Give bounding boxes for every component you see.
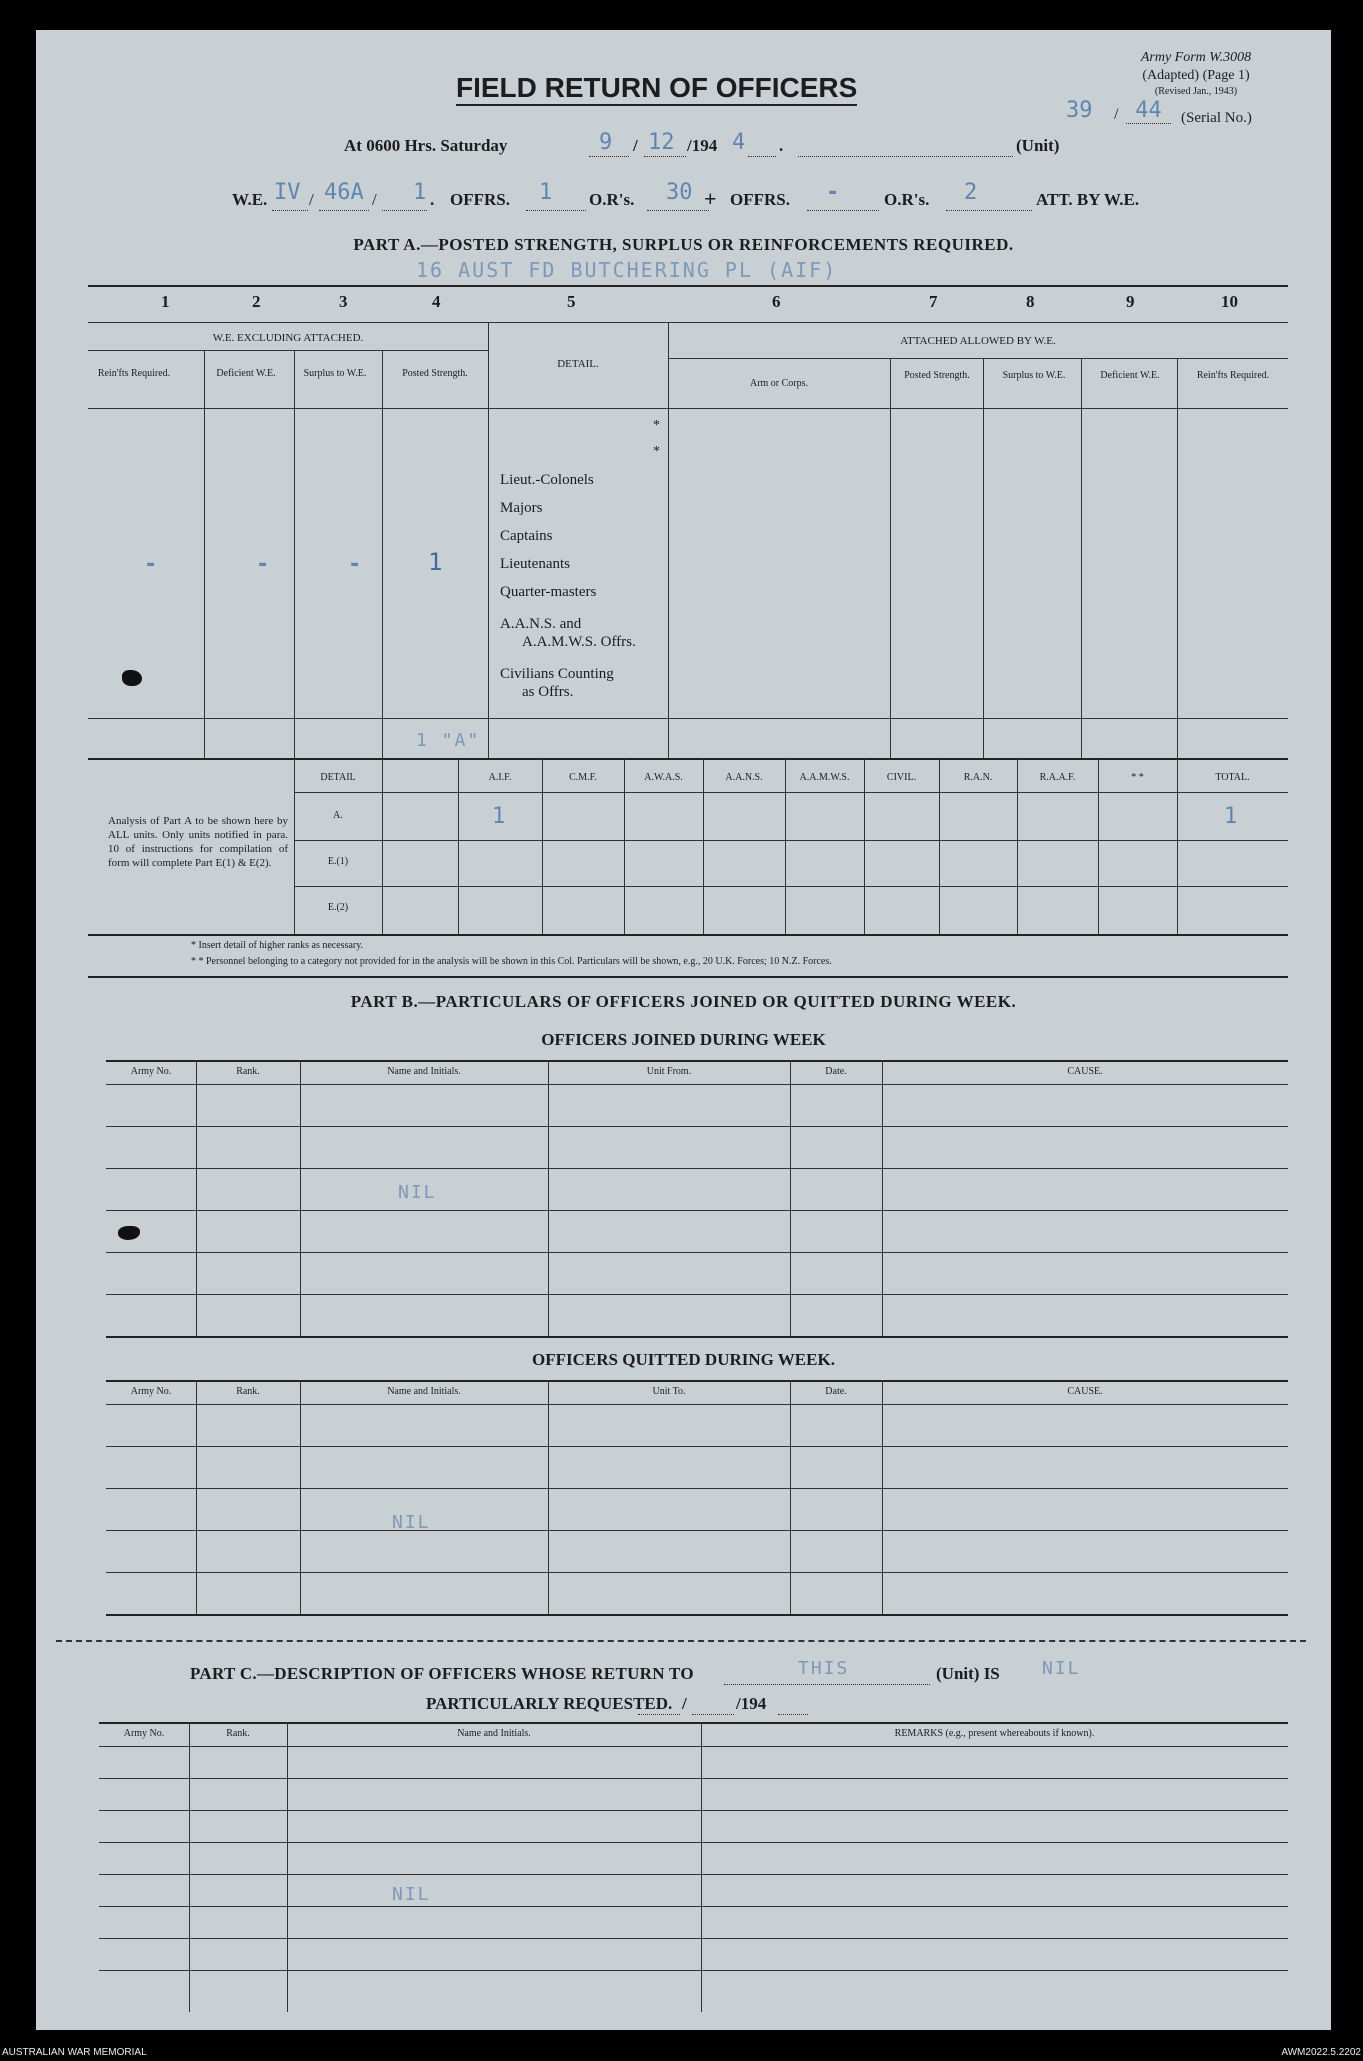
joined-nil: NIL [398, 1182, 437, 1203]
ors2-value: 2 [964, 180, 978, 205]
col-num-10: 10 [1221, 292, 1238, 311]
col-num-5: 5 [567, 292, 576, 311]
entry-reinf: - [144, 552, 158, 577]
offrs2-value: - [826, 180, 840, 205]
joined-hdr-cause: CAUSE. [1067, 1066, 1103, 1077]
an-hdr-total: TOTAL. [1215, 772, 1250, 783]
group-right-header: ATTACHED ALLOWED BY W.E. [900, 335, 1056, 347]
an-hdr-civil: CIVIL. [886, 772, 917, 783]
hdr-att-surplus: Surplus to W.E. [1002, 370, 1066, 381]
part-c-unit-label: (Unit) IS [936, 1664, 1000, 1683]
detail-header: DETAIL. [557, 358, 599, 370]
rank-civilians: Civilians Counting [500, 666, 614, 682]
an-hdr-ran: R.A.N. [963, 772, 993, 783]
offrs-label: OFFRS. [450, 190, 510, 209]
unit-field[interactable] [798, 136, 1013, 157]
hdr-arm-corps: Arm or Corps. [749, 378, 809, 389]
an-hdr-cmf: C.M.F. [569, 772, 597, 783]
rank-majors: Majors [500, 500, 543, 516]
att-label: ATT. BY W.E. [1036, 190, 1140, 209]
rank-aamws: A.A.M.W.S. Offrs. [522, 634, 636, 650]
footer-left: AUSTRALIAN WAR MEMORIAL [2, 2047, 147, 2058]
unit-label: (Unit) [1016, 136, 1060, 155]
plus-sign: + [704, 186, 717, 211]
an-row-e2: E.(2) [327, 902, 349, 913]
an-hdr-aamws: A.A.M.W.S. [799, 772, 850, 783]
hdr-att-deficient: Deficient W.E. [1100, 370, 1160, 381]
footnote-1: * Insert detail of higher ranks as necessary. [191, 940, 364, 951]
part-c-nil-typed: NIL [1042, 1658, 1081, 1679]
punch-hole-1 [122, 670, 142, 686]
partc-hdr-name: Name and Initials. [457, 1728, 531, 1739]
quitted-nil: NIL [392, 1512, 431, 1533]
col-num-8: 8 [1026, 292, 1035, 311]
date-year-digit: 4 [732, 130, 746, 155]
entry-posted: 1 [428, 548, 443, 576]
col-num-9: 9 [1126, 292, 1135, 311]
hdr-att-posted: Posted Strength. [904, 370, 970, 381]
part-c-title: PART C.—DESCRIPTION OF OFFICERS WHOSE RETURN TO [190, 1664, 694, 1683]
col-num-6: 6 [772, 292, 781, 311]
entry-deficient: - [256, 552, 270, 577]
part-c-date-sep: / [682, 1694, 687, 1713]
hdr-deficient: Deficient W.E. [216, 368, 276, 379]
joined-hdr-armyno: Army No. [130, 1066, 172, 1077]
rank-aans: A.A.N.S. and [500, 616, 582, 632]
serial-value: 44 [1126, 98, 1171, 124]
analysis-note: Analysis of Part A to be shown here by ALL units. Only units notified in para. 10 of instructions for compilation of form will complete Part E(1) & E(2). [108, 815, 288, 869]
group-left-header: W.E. EXCLUDING ATTACHED. [212, 332, 364, 344]
hdr-reinf-req: Rein'fts Required. [97, 368, 171, 379]
part-c-line2: PARTICULARLY REQUESTED. [426, 1694, 673, 1713]
quitted-hdr-unit-to: Unit To. [652, 1386, 686, 1397]
hdr-att-reinf: Rein'fts Required. [1196, 370, 1270, 381]
entry-surplus: - [348, 552, 362, 577]
punch-hole-2 [118, 1226, 140, 1240]
date-day: 9 [599, 130, 613, 155]
at-label: At 0600 Hrs. Saturday [344, 136, 508, 155]
hdr-surplus: Surplus to W.E. [303, 368, 367, 379]
an-hdr-detail: DETAIL [320, 772, 356, 783]
ors-label: O.R's. [589, 190, 635, 209]
form-sheet: Army Form W.3008 (Adapted) (Page 1) (Revised Jan., 1943) 39 / 44 (Serial No.) FIELD RETURN OF OFFICERS At 0600 Hrs. Saturday 9 / 12 /194 4 . (Unit) W.E. IV / 46A / 1 . OFFRS. 1 O.R's. 30 + OFFRS. - O.R's. 2 ATT. BY W.E. PART A.—POSTED STRENGTH, SURPLUS OR REINFORCEMENTS REQUIRED. 16 AUST FD BUTCHERING PL (AIF) 1 2 3 4 5 6 7 8 9 10 W.E. EXCLUDING ATTACHED. ATTACHED ALLOWED BY W.E. DETAIL. Rein'fts Required. Deficient W.E. Surplus to W.E. Posted Strength. Arm or Corps. Posted Strength. Surplus to W.E. Deficient W.E. Rein'fts Required. * * Lieut.-Colonels Majors Captains Lieutenants Quarter-masters A.A.N.S. and A.A.M.W.S. Offrs. Civilians Counting as Offrs. - - - 1 1 "A" Analysis of Part A to be shown here by ALL units. Only units notified in para. 10 of instructions for compilation of form will complete Part E(1) & E(2). DETAIL A.I.F. C.M.F. A.W.A.S. A.A.N.S. A.A.M.W.S. CIVIL. R.A.N. R.A.A.F. * * TOTAL. A. E.(1) E.(2) 1 1 * Insert detail of higher ranks as necessary. * * Personnel belonging to a category not provided for in the analysis will be shown in this Col. Particulars will be shown, e.g., 20 U.K. Forces; 10 N.Z. Forces. PART B.—PARTICULARS OF OFFICERS JOINED OR QUITTED DURING WEEK. OFFICERS JOINED DURING WEEK Army No. Rank. Name and Initials. Unit From. Date. CAUSE. NIL OFFICERS QUITTED DURING WEEK. Army No. Rank. Name and Initials. Unit To. Date. CAUSE. NIL PART C.—DESCRIPTION OF OFFICERS WHOSE RETURN TO THIS (Unit) IS NIL PARTICULARLY REQUESTED. / /194 Army No. Rank. Name and Initials. REMARKS (e.g., present whereabouts if known). NIL [36, 30, 1331, 2030]
star-note-2: * [653, 444, 660, 459]
rank-lieutenants: Lieutenants [500, 556, 570, 572]
quitted-hdr-date: Date. [825, 1386, 847, 1397]
part-c-unit-typed: THIS [798, 1658, 850, 1679]
form-id-line2: (Adapted) (Page 1) [1142, 68, 1250, 83]
serial-label: (Serial No.) [1181, 110, 1252, 126]
an-hdr-other: * * [1131, 772, 1144, 783]
partc-hdr-armyno: Army No. [123, 1728, 165, 1739]
an-aif-value: 1 [492, 804, 506, 829]
part-b-title: PART B.—PARTICULARS OF OFFICERS JOINED OR QUITTED DURING WEEK. [350, 992, 1017, 1011]
rank-captains: Captains [500, 528, 553, 544]
we-part1: IV [274, 180, 301, 205]
an-hdr-aif: A.I.F. [488, 772, 512, 783]
an-hdr-raaf: R.A.A.F. [1039, 772, 1076, 783]
form-id-line3: (Revised Jan., 1943) [1154, 86, 1238, 97]
hdr-posted-strength: Posted Strength. [402, 368, 468, 379]
we-label: W.E. [232, 190, 268, 209]
col-num-3: 3 [339, 292, 348, 311]
quitted-hdr-cause: CAUSE. [1067, 1386, 1103, 1397]
form-id-line1: Army Form W.3008 [1140, 50, 1252, 65]
footer-right: AWM2022.5.2202 [1281, 2047, 1361, 2058]
total-row-note: 1 "A" [416, 730, 481, 751]
an-total-value: 1 [1224, 804, 1238, 829]
part-a-unit-typed: 16 AUST FD BUTCHERING PL (AIF) [416, 258, 838, 282]
partc-hdr-rank: Rank. [226, 1728, 250, 1739]
joined-hdr-date: Date. [825, 1066, 847, 1077]
an-row-e1: E.(1) [327, 856, 349, 867]
rank-civilians-2: as Offrs. [522, 684, 574, 700]
date-month: 12 [648, 130, 675, 155]
an-hdr-awas: A.W.A.S. [644, 772, 683, 783]
col-num-2: 2 [252, 292, 261, 311]
partc-hdr-remarks: REMARKS (e.g., present whereabouts if known). [894, 1728, 1095, 1739]
col-num-4: 4 [432, 292, 441, 311]
joined-hdr-name: Name and Initials. [387, 1066, 461, 1077]
page-title: FIELD RETURN OF OFFICERS [456, 72, 857, 106]
offrs2-label: OFFRS. [730, 190, 790, 209]
joined-hdr-rank: Rank. [236, 1066, 260, 1077]
joined-title: OFFICERS JOINED DURING WEEK [541, 1030, 826, 1049]
part-a-title: PART A.—POSTED STRENGTH, SURPLUS OR REINFORCEMENTS REQUIRED. [353, 235, 1014, 254]
part-c-date-year: /194 [736, 1694, 767, 1713]
offrs-value: 1 [539, 180, 553, 205]
star-note-1: * [653, 418, 660, 433]
quitted-hdr-armyno: Army No. [130, 1386, 172, 1397]
rank-quartermasters: Quarter-masters [500, 584, 597, 600]
col-num-7: 7 [929, 292, 938, 311]
quitted-hdr-rank: Rank. [236, 1386, 260, 1397]
col-num-1: 1 [161, 292, 170, 311]
ors-value: 30 [666, 180, 693, 205]
quitted-title: OFFICERS QUITTED DURING WEEK. [532, 1350, 835, 1369]
an-row-a: A. [333, 810, 343, 821]
an-hdr-aans: A.A.N.S. [725, 772, 763, 783]
date-year-prefix: /194 [687, 136, 718, 155]
rank-lieut-colonels: Lieut.-Colonels [500, 472, 594, 488]
ors2-label: O.R's. [884, 190, 930, 209]
joined-hdr-unit-from: Unit From. [646, 1066, 692, 1077]
quitted-hdr-name: Name and Initials. [387, 1386, 461, 1397]
we-part3: 1 [413, 180, 427, 205]
we-part2: 46A [324, 180, 364, 205]
partc-nil: NIL [392, 1884, 431, 1905]
footnote-2: * * Personnel belonging to a category not provided for in the analysis will be shown in this Col. Particulars will be shown, e.g., 20 U.K. Forces; 10 N.Z. Forces. [191, 956, 832, 967]
serial-prefix: 39 [1066, 98, 1093, 123]
